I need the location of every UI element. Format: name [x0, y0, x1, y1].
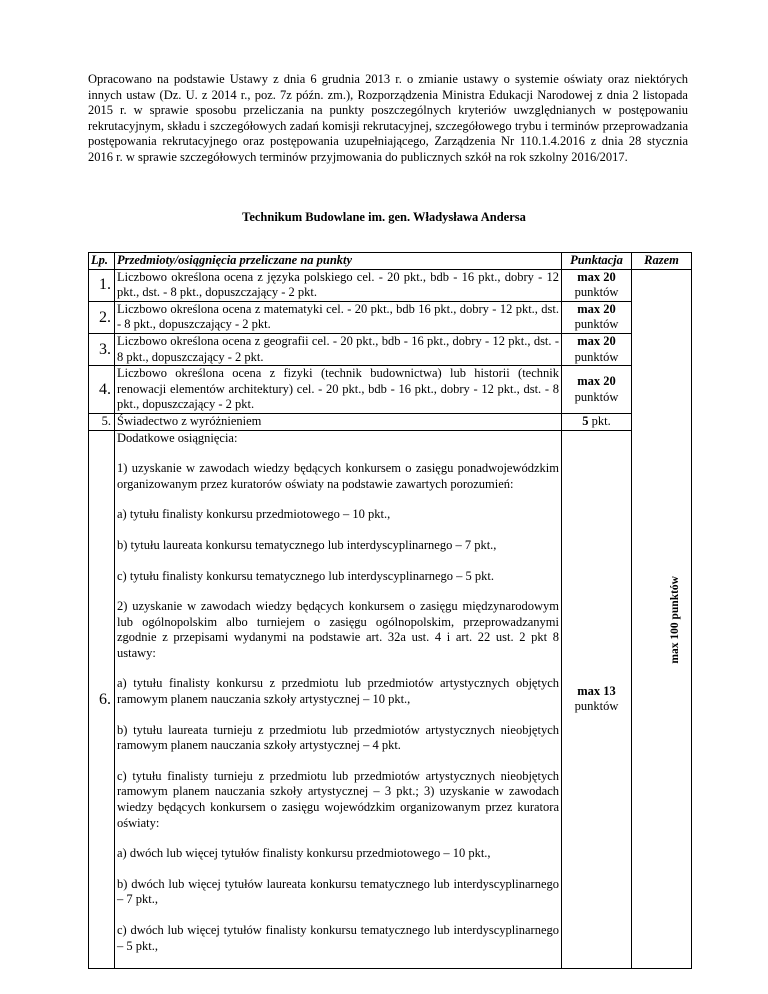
table-row: [89, 269, 692, 301]
row-number: 4.: [89, 366, 115, 414]
list-item: b) dwóch lub więcej tytułów laureata konkursu tematycznego lub interdyscyplinarnego – 7 pkt.,: [117, 876, 559, 907]
list-item: a) tytułu finalisty konkursu przedmiotowego – 10 pkt.,: [117, 507, 391, 522]
points-unit: punktów: [574, 317, 619, 332]
points-max: max 13: [577, 683, 616, 698]
row-number: 5.: [89, 413, 115, 430]
table-row: [89, 333, 692, 365]
points-max: 5: [582, 413, 589, 428]
list-item: a) dwóch lub więcej tytułów finalisty konkursu przedmiotowego – 10 pkt.,: [117, 846, 491, 861]
list-item: 1) uzyskanie w zawodach wiedzy będących konkursem o zasięgu ponadwojewódzkim organizowanym przez kuratorów oświaty na podstawie zawartych porozumień:: [117, 461, 559, 491]
row-description: [115, 430, 562, 969]
document-title: Technikum Budowlane im. gen. Władysława Andersa: [242, 210, 526, 224]
row-number: 6.: [89, 430, 115, 969]
row-points: [562, 269, 632, 301]
total-cell: [632, 269, 692, 969]
row-description: Liczbowo określona ocena z geografii cel. - 20 pkt., bdb - 16 pkt., dobry - 12 pkt., dst. - 8 pkt., dopuszczający - 2 pkt.: [115, 333, 562, 365]
row-points: [562, 366, 632, 414]
row-points: [562, 413, 632, 430]
points-max: max 20: [577, 301, 616, 316]
points-unit: punktów: [574, 699, 619, 714]
row-number: 3.: [89, 333, 115, 365]
header-total: Razem: [632, 253, 692, 270]
list-item: b) tytułu laureata konkursu tematycznego lub interdyscyplinarnego – 7 pkt.,: [117, 537, 497, 552]
points-max: max 20: [577, 269, 616, 284]
table-row: [89, 366, 692, 414]
points-unit: punktów: [574, 389, 619, 404]
list-item: 2) uzyskanie w zawodach wiedzy będących konkursem o zasięgu międzynarodowym lub ogólnopolskim albo turniejem o zasięgu ogólnopolskim, przeprowadzanymi zgodnie z przepisami wydanymi na podstawie art. 32a ust. 4 i art. 22 ust. 2 pkt 8 ustawy:: [117, 599, 559, 660]
row-number: 1.: [89, 269, 115, 301]
list-item: c) tytułu finalisty turnieju z przedmiotu lub przedmiotów artystycznych nieobjętych ramowym planem nauczania szkoły artystycznej – 3 pkt.; 3) uzyskanie w zawodach wiedzy będących konkursem o zasięgu wojewódzkim organizowanym przez kuratora oświaty:: [117, 768, 559, 830]
row-description: Liczbowo określona ocena z fizyki (technik budownictwa) lub historii (technik renowacji elementów architektury) cel. - 20 pkt., bdb - 16 pkt., dobry - 12 pkt., dst. - 8 pkt., dopuszczający - 2 pkt.: [115, 366, 562, 414]
intro-paragraph: Opracowano na podstawie Ustawy z dnia 6 grudnia 2013 r. o zmianie ustawy o systemie oświaty oraz niektórych innych ustaw (Dz. U. z 2014 r., poz. 7z późn. zm.), Rozporządzenia Ministra Edukacji Narodowej z dnia 2 listopada 2015 r. w sprawie sposobu przeliczania na punkty poszczególnych kryteriów uwzględnianych w postępowaniu rekrutacyjnym, składu i szczegółowych zadań komisji rekrutacyjnej, szczegółowego trybu i terminów przeprowadzania postępowania rekrutacyjnego oraz postępowania uzupełniającego, Zarządzenia Nr 110.1.4.2016 z dnia 28 stycznia 2016 r. w sprawie szczegółowych terminów przyjmowania do publicznych szkół na rok szkolny 2016/2017.: [88, 72, 688, 164]
header-subject: Przedmioty/osiągnięcia przeliczane na punkty: [115, 253, 562, 270]
row-points: [562, 301, 632, 333]
points-unit: punktów: [574, 349, 619, 364]
header-points: Punktacja: [562, 253, 632, 270]
row-points: [562, 333, 632, 365]
points-max: max 20: [577, 333, 616, 348]
row-description: Świadectwo z wyróżnieniem: [115, 413, 562, 430]
table-row: [89, 430, 692, 969]
list-item: b) tytułu laureata turnieju z przedmiotu lub przedmiotów artystycznych nieobjętych ramowym planem nauczania szkoły artystycznej – 4 pkt.: [117, 722, 559, 753]
table-row: [89, 413, 692, 430]
row-number: 2.: [89, 301, 115, 333]
points-max: max 20: [577, 373, 616, 388]
header-lp: Lp.: [89, 253, 115, 270]
achievements-heading: Dodatkowe osiągnięcia:: [117, 430, 238, 445]
list-item: c) tytułu finalisty konkursu tematycznego lub interdyscyplinarnego – 5 pkt.: [117, 568, 495, 583]
points-unit: punktów: [574, 285, 619, 300]
points-unit: pkt.: [591, 413, 611, 428]
list-item: a) tytułu finalisty konkursu z przedmiotu lub przedmiotów artystycznych objętych ramowym planem nauczania szkoły artystycznej – 10 pkt.,: [117, 676, 559, 707]
table-header-row: [89, 253, 692, 270]
row-points: [562, 430, 632, 969]
row-description: Liczbowo określona ocena z matematyki cel. - 20 pkt., bdb 16 pkt., dobry - 12 pkt., dst. - 8 pkt., dopuszczający - 2 pkt.: [115, 301, 562, 333]
scoring-table: [88, 252, 692, 969]
row-description: Liczbowo określona ocena z języka polskiego cel. - 20 pkt., bdb - 16 pkt., dobry - 12 pkt., dst. - 8 pkt., dopuszczający - 2 pkt.: [115, 269, 562, 301]
table-row: [89, 301, 692, 333]
total-label: max 100 punktów: [668, 575, 681, 664]
list-item: c) dwóch lub więcej tytułów finalisty konkursu tematycznego lub interdyscyplinarnego – 5 pkt.,: [117, 923, 559, 953]
